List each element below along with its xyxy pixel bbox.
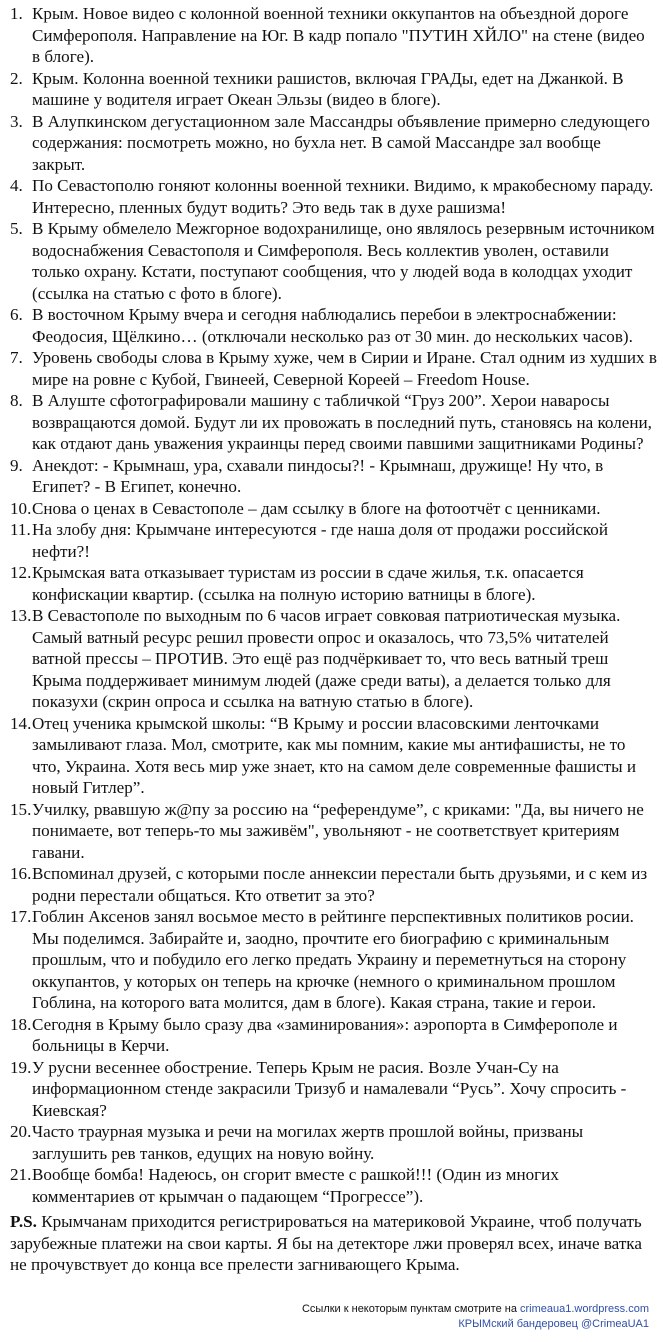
list-item (10, 455, 657, 498)
list-item (10, 1014, 657, 1057)
list-item (10, 68, 657, 111)
footer-links-line (302, 1302, 649, 1317)
item-text: На злобу дня: Крымчане интересуются - где наша доля от продажи российской нефти?! (32, 520, 609, 561)
list-item (10, 605, 657, 713)
item-text: Крым. Новое видео с колонной военной техники оккупантов на объездной дороге Симферополя. Направление на Юг. В кадр попало "ПУТИН ХЙЛО" на стене (видео в блоге). (32, 4, 645, 66)
item-number: 17. (10, 907, 32, 926)
item-text: В Севастополе по выходным по 6 часов играет совковая патриотическая музыка. Самый ватный ресурс решил провести опрос и оказалось, что 73,5% читателей ватной прессы – ПРОТИВ. Это ещё раз подчёркивает то, что весь ватный треш Крыма поддерживает минимум людей (даже среди ваты), а делается только для показухи (скрин опроса и ссылка на ватную статью в блоге). (32, 606, 621, 711)
item-text: Крымская вата отказывает туристам из россии в сдаче жилья, т.к. опасается конфискации квартир. (ссылка на полную историю ватницы в блоге). (32, 563, 584, 604)
news-list (10, 3, 657, 1207)
item-text: Уровень свободы слова в Крыму хуже, чем в Сирии и Иране. Стал одним из худших в мире на ровне с Кубой, Гвинеей, Северной Кореей – Freedom House. (32, 348, 657, 389)
item-number: 19. (10, 1057, 32, 1077)
list-item (10, 3, 657, 68)
item-text: В Крыму обмелело Межгорное водохранилище, оно являлось резервным источником водоснабжения Севастополя и Симферополя. Весь коллектив уволен, оставили только охрану. Кстати, поступают сообщения, что у людей вода в колодцах уходит (ссылка на статью с фото в блоге). (32, 219, 655, 303)
list-item (10, 863, 657, 906)
item-number: 9. (10, 455, 23, 475)
footer-links-prefix: Ссылки к некоторым пунктам смотрите на (301, 1303, 520, 1315)
list-item (10, 390, 657, 455)
list-item (10, 347, 657, 390)
list-item (10, 1121, 657, 1164)
list-item (10, 498, 657, 520)
item-text: Анекдот: - Крымнаш, ура, схавали пиндосы?! - Крымнаш, дружище! Ну что, в Египет? - В Египет, конечно. (32, 455, 604, 496)
item-text: Гоблин Аксенов занял восьмое место в рейтинге перспективных политиков росии. Мы поделимся. Забирайте и, заодно, прочтите его биографию с криминальным прошлым, что и побудило его легко предать Украину и переметнуться на сторону оккупантов, у которых он теперь на крючке (немного о криминальном прошлом Гоблина, на которого вата молится, дам в блоге). Какая страна, такие и герои. (32, 907, 634, 1012)
item-number: 13. (10, 606, 32, 625)
item-number: 3. (10, 111, 23, 131)
blog-link[interactable]: crimeaua1.wordpress.com (520, 1303, 649, 1315)
item-number: 18. (10, 1014, 32, 1034)
item-number: 16. (10, 864, 32, 883)
list-item (10, 218, 657, 304)
list-item (10, 562, 657, 605)
item-number: 11. (10, 520, 31, 539)
list-item (10, 519, 657, 562)
item-number: 10. (10, 498, 32, 518)
ps-label: P.S. (10, 1212, 37, 1231)
item-text: Отец ученика крымской школы: “В Крыму и россии власовскими ленточками замыливают глаза. Мол, смотрите, как мы помним, какие мы антифашисты, не то что, Украина. Хотя весь мир уже знает, кто на самом деле современные фашисты и новый Гитлер”. (32, 713, 637, 797)
ps-text: Крымчанам приходится регистрироваться на материковой Украине, чтоб получать зарубежные платежи на свои карты. Я бы на детекторе лжи проверял всех, иначе ватка не прочувствует до конца все прелести загнивающего Крыма. (10, 1212, 642, 1274)
author-signature: КРЫМский бандеровец @CrimeaUA1 (458, 1318, 649, 1330)
list-item (10, 1164, 657, 1207)
item-number: 12. (10, 563, 32, 582)
item-number: 1. (10, 4, 23, 23)
list-item (10, 111, 657, 176)
item-number: 21. (10, 1165, 32, 1184)
item-number: 14. (10, 713, 32, 733)
item-text: По Севастополю гоняют колонны военной техники. Видимо, к мракобесному параду. Интересно, пленных будут водить? Это ведь так в духе рашизма! (32, 176, 654, 217)
list-item (10, 304, 657, 347)
item-text: В восточном Крыму вчера и сегодня наблюдались перебои в электроснабжении: Феодосия, Щёлкино… (отключали несколько раз от 30 мин. до нескольких часов). (32, 305, 633, 346)
postscript (10, 1211, 657, 1276)
item-number: 7. (10, 348, 23, 367)
item-number: 15. (10, 799, 32, 819)
item-number: 20. (10, 1122, 32, 1141)
item-text: Крым. Колонна военной техники рашистов, включая ГРАДы, едет на Джанкой. В машине у водителя играет Океан Эльзы (видео в блоге). (32, 68, 624, 109)
item-text: В Алуште сфотографировали машину с табличкой “Груз 200”. Херои наваросы возвращаются домой. Будут ли их провожать в последний путь, становясь на колени, как отдают дань уважения украинцы перед своими павшими защитниками Родины? (32, 391, 652, 453)
list-item (10, 1057, 657, 1122)
list-item (10, 906, 657, 1014)
item-number: 2. (10, 68, 23, 88)
item-text: Снова о ценах в Севастополе – дам ссылку в блоге на фотоотчёт с ценниками. (32, 498, 601, 518)
item-text: Сегодня в Крыму было сразу два «заминирования»: аэропорта в Симферополе и больницы в Керчи. (32, 1014, 618, 1055)
list-item (10, 175, 657, 218)
item-number: 8. (10, 391, 23, 410)
item-text: В Алупкинском дегустационном зале Массандры объявление примерно следующего содержания: посмотреть можно, но бухла нет. В самой Массандре зал вообще закрыт. (32, 111, 650, 174)
item-text: Часто траурная музыка и речи на могилах жертв прошлой войны, призваны заглушить рев танков, едущих на новую войну. (32, 1122, 584, 1163)
footer (302, 1302, 649, 1332)
item-text: Училку, рвавшую ж@пу за россию на “референдуме”, с криками: "Да, вы ничего не понимаете, вот теперь-то мы заживём", увольняют - не соответствует критериям гавани. (32, 799, 644, 862)
item-number: 5. (10, 219, 23, 238)
item-number: 4. (10, 176, 23, 195)
item-text: У русни весеннее обострение. Теперь Крым не расия. Возле Учан-Су на информационном стенде закрасили Тризуб и намалевали “Русь”. Хочу спросить - Киевская? (32, 1057, 627, 1120)
item-number: 6. (10, 305, 23, 324)
item-text: Вспоминал друзей, с которыми после аннексии перестали быть друзьями, и с кем из родни перестали общаться. Кто ответит за это? (32, 864, 648, 905)
item-text: Вообще бомба! Надеюсь, он сгорит вместе с рашкой!!! (Один из многих комментариев от крымчан о падающем “Прогрессе”). (32, 1165, 559, 1206)
list-item (10, 713, 657, 799)
list-item (10, 799, 657, 864)
